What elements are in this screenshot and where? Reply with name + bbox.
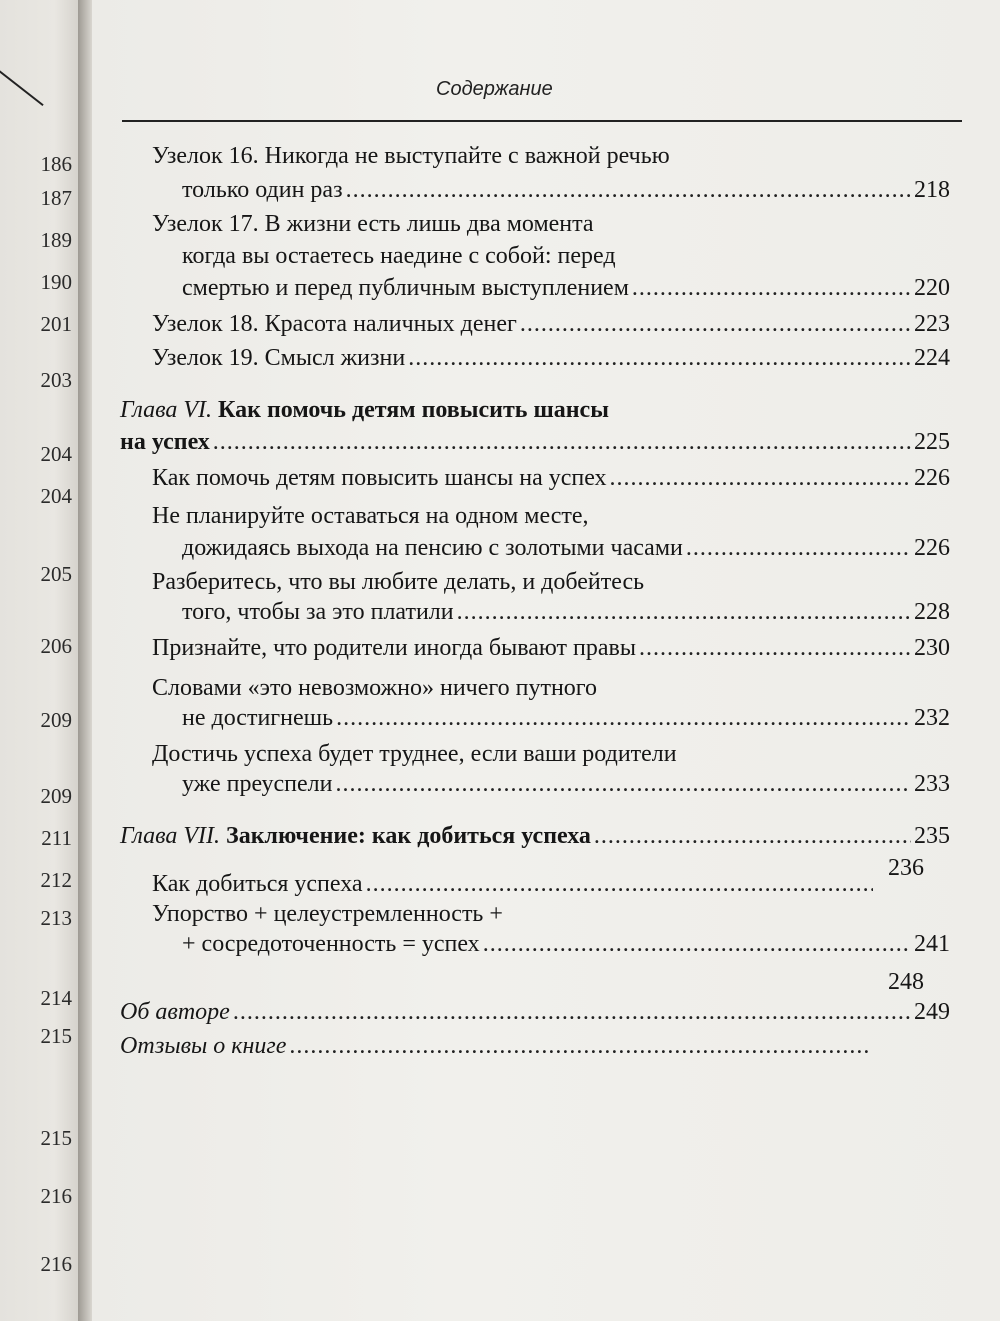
toc-entry-text: смертью и перед публичным выступлением: [182, 275, 629, 301]
toc-page-number: 228: [914, 599, 950, 625]
book-gutter: [78, 0, 92, 1321]
dot-leader: [335, 772, 911, 796]
dot-leader: [366, 872, 873, 896]
toc-page-number: 226: [914, 465, 950, 491]
left-page-number: 186: [40, 152, 72, 176]
running-header: Содержание: [436, 78, 553, 100]
left-page-number: 209: [40, 708, 72, 732]
dot-leader: [408, 346, 911, 370]
left-page: [0, 0, 78, 1321]
left-page-number: 215: [40, 1024, 72, 1048]
toc-entry-text: не достигнешь: [182, 705, 334, 731]
toc-entry-line: [152, 872, 876, 896]
left-page-number: 189: [40, 228, 72, 252]
toc-entry-line: [152, 466, 950, 490]
dot-leader: [610, 466, 911, 490]
toc-entry-text: Как добиться успеха: [152, 871, 363, 897]
toc-page-number: 235: [914, 823, 950, 849]
left-page-number: 212: [40, 868, 72, 892]
toc-entry-text: Упорство + целеустремленность +: [152, 901, 503, 927]
toc-entry-text: Достичь успеха будет труднее, если ваши родители: [152, 741, 677, 767]
chapter-title: Заключение: как добиться успеха: [226, 823, 591, 849]
toc-entry-text: Разберитесь, что вы любите делать, и добейтесь: [152, 569, 645, 595]
chapter-label: Глава VII.: [120, 823, 221, 849]
toc-entry-line: [152, 312, 950, 336]
left-page-number: 206: [40, 634, 72, 658]
toc-page-number: 248: [888, 969, 924, 995]
toc-entry-text: когда вы остаетесь наедине с собой: перед: [182, 243, 616, 269]
toc-entry-text: уже преуспели: [182, 771, 333, 797]
left-page-number: 215: [40, 1126, 72, 1150]
left-page-number: 203: [40, 368, 72, 392]
left-page-number: 209: [40, 784, 72, 808]
dot-leader: [213, 430, 911, 454]
toc-entry-line: [120, 824, 950, 848]
left-page-number: 187: [40, 186, 72, 210]
toc-entry-line: [120, 1000, 950, 1024]
chapter-label: Отзывы о книге: [120, 1033, 287, 1059]
toc-entry-line: [182, 932, 950, 956]
toc-page-number: 232: [914, 705, 950, 731]
left-page-number: 201: [40, 312, 72, 336]
toc-entry-text: Признайте, что родители иногда бывают правы: [152, 635, 636, 661]
toc-page-number: 223: [914, 311, 950, 337]
left-page-number: 216: [40, 1184, 72, 1208]
left-page-number: 214: [40, 986, 72, 1010]
left-page-number: 211: [41, 826, 72, 850]
chapter-title: Как помочь детям повысить шансы: [218, 397, 609, 423]
toc-entry-line: [182, 178, 950, 202]
toc-page-number: 233: [914, 771, 950, 797]
chapter-label: Об авторе: [120, 999, 230, 1025]
toc-entry-text: только один раз: [182, 177, 343, 203]
left-page-number: 204: [40, 442, 72, 466]
toc-entry-line: [152, 346, 950, 370]
toc-entry-text: Узелок 16. Никогда не выступайте с важной речью: [152, 143, 670, 169]
dot-leader: [289, 1034, 869, 1058]
dot-leader: [520, 312, 911, 336]
toc-page-number: 241: [914, 931, 950, 957]
toc-entry-text: Не планируйте оставаться на одном месте,: [152, 503, 589, 529]
left-page-number: 216: [40, 1252, 72, 1276]
left-header-rule: [0, 55, 44, 106]
toc-page-number: 230: [914, 635, 950, 661]
toc-page-number: 225: [914, 429, 950, 455]
toc-entry-text: Как помочь детям повысить шансы на успех: [152, 465, 607, 491]
toc-entry-line: [182, 536, 950, 560]
toc-page-number: 220: [914, 275, 950, 301]
chapter-title: на успех: [120, 429, 210, 455]
dot-leader: [346, 178, 911, 202]
toc-entry-line: [120, 1034, 872, 1058]
toc-page-number: 236: [888, 855, 924, 881]
toc-entry-text: + сосредоточенность = успех: [182, 931, 480, 957]
toc-entry-text: дожидаясь выхода на пенсию с золотыми часами: [182, 535, 683, 561]
left-page-number: 205: [40, 562, 72, 586]
right-page: [92, 0, 1000, 1321]
left-page-number: 213: [40, 906, 72, 930]
toc-entry-text: Узелок 17. В жизни есть лишь два момента: [152, 211, 594, 237]
toc-entry-line: [152, 636, 950, 660]
dot-leader: [457, 600, 911, 624]
toc-page-number: 249: [914, 999, 950, 1025]
dot-leader: [233, 1000, 911, 1024]
toc-page-number: 224: [914, 345, 950, 371]
toc-entry-line: [182, 772, 950, 796]
table-of-contents: [92, 0, 1000, 1321]
dot-leader: [594, 824, 911, 848]
dot-leader: [632, 276, 911, 300]
toc-entry-line: [120, 430, 950, 454]
toc-page-number: [888, 856, 950, 880]
toc-page-number: 218: [914, 177, 950, 203]
dot-leader: [336, 706, 911, 730]
toc-page-number: 226: [914, 535, 950, 561]
toc-entry-line: [182, 706, 950, 730]
dot-leader: [483, 932, 911, 956]
toc-entry-text: Словами «это невозможно» ничего путного: [152, 675, 598, 701]
toc-entry-text: Узелок 18. Красота наличных денег: [152, 311, 517, 337]
toc-page-number-wrap: [888, 970, 950, 994]
toc-entry-text: того, чтобы за это платили: [182, 599, 454, 625]
toc-entry-text: Узелок 19. Смысл жизни: [152, 345, 406, 371]
chapter-heading: [120, 398, 609, 422]
dot-leader: [639, 636, 911, 660]
chapter-label: Глава VI.: [120, 397, 213, 423]
dot-leader: [686, 536, 911, 560]
left-page-number: 204: [40, 484, 72, 508]
left-page-number: 190: [40, 270, 72, 294]
toc-entry-line: [182, 276, 950, 300]
toc-entry-line: [182, 600, 950, 624]
